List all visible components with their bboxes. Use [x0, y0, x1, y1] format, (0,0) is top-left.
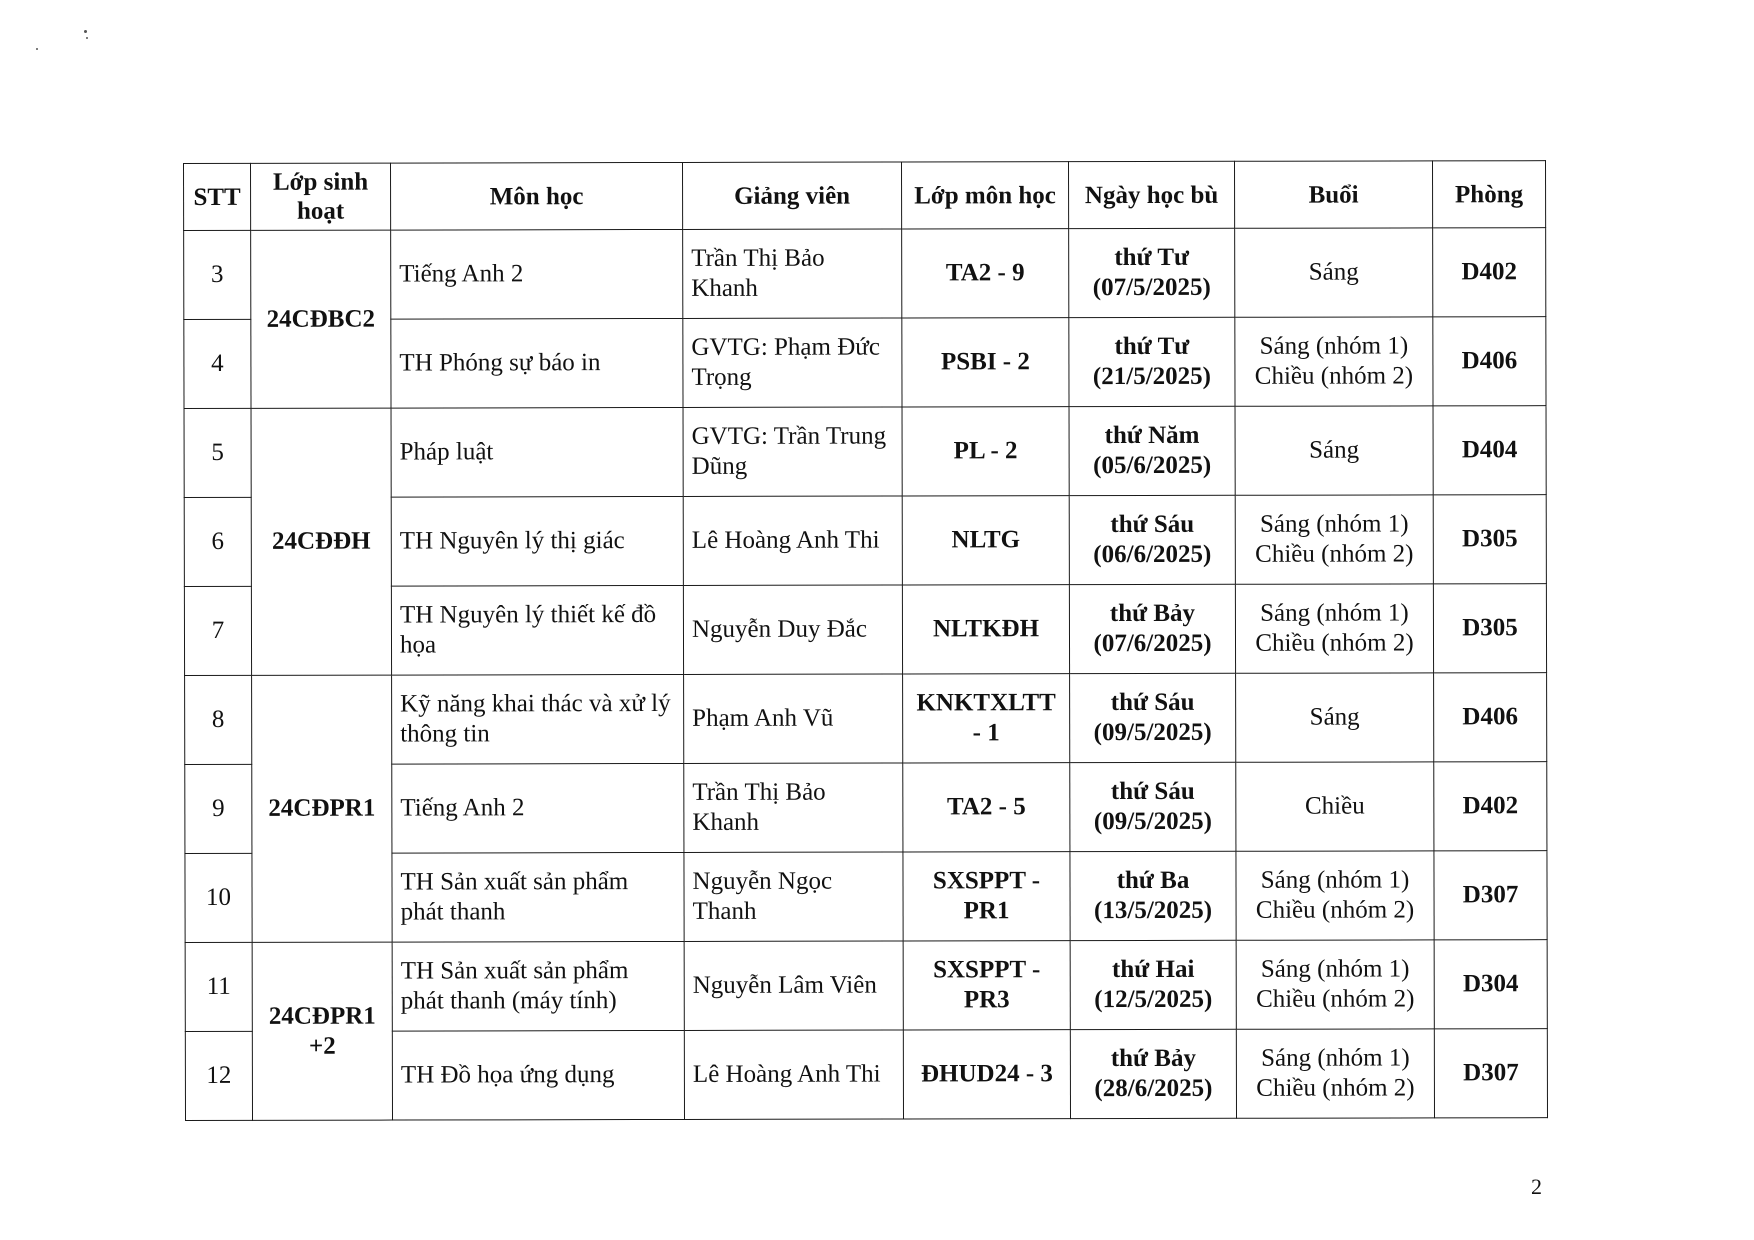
makeup-date: (09/5/2025) [1093, 807, 1212, 836]
session-cell [1236, 851, 1434, 940]
stt-cell: 7 [184, 586, 251, 675]
room-cell: D305 [1433, 495, 1546, 584]
session-line: Chiều (nhóm 2) [1256, 1074, 1415, 1102]
makeup-date: (05/6/2025) [1093, 451, 1212, 480]
makeup-weekday: thứ Bảy [1109, 599, 1196, 628]
page-number: 2 [1531, 1174, 1542, 1199]
course-cell: SXSPPT - PR3 [903, 941, 1070, 1030]
subject-cell: TH Phóng sự báo in [391, 318, 683, 408]
session-line: Sáng [1309, 436, 1360, 464]
makeup-date: (09/5/2025) [1093, 718, 1212, 747]
session-line: Sáng (nhóm 1) [1260, 866, 1410, 894]
stt-cell: 6 [184, 497, 251, 586]
room-cell: D305 [1433, 584, 1546, 673]
makeup-date-cell [1069, 317, 1235, 406]
stt-cell: 3 [184, 230, 251, 319]
session-line: Sáng (nhóm 1) [1259, 332, 1409, 360]
makeup-weekday: thứ Năm [1104, 421, 1200, 450]
header-room: Phòng [1432, 161, 1545, 228]
lecturer-cell: Lê Hoàng Anh Thi [683, 496, 902, 585]
room-cell: D406 [1434, 673, 1547, 762]
table-row [184, 406, 1546, 498]
session-cell [1235, 584, 1433, 673]
session-line: Sáng [1308, 258, 1359, 286]
room-cell: D307 [1434, 1029, 1547, 1118]
session-cell [1235, 228, 1433, 317]
makeup-date: (07/5/2025) [1092, 273, 1211, 302]
course-cell: PSBI - 2 [902, 318, 1069, 407]
makeup-weekday: thứ Tư [1114, 332, 1190, 361]
course-cell: KNKTXLTT - 1 [903, 674, 1070, 763]
session-cell [1236, 762, 1434, 851]
stt-cell: 11 [185, 942, 252, 1031]
session-cell [1236, 1029, 1434, 1118]
subject-cell: Tiếng Anh 2 [392, 763, 684, 853]
lecturer-cell: GVTG: Phạm Đức Trọng [683, 318, 902, 407]
scan-speck [84, 30, 87, 33]
lecturer-cell: Lê Hoàng Anh Thi [684, 1030, 903, 1119]
lecturer-cell: Nguyễn Duy Đắc [683, 585, 902, 674]
lecturer-cell: Trần Thị Bảo Khanh [684, 763, 903, 852]
course-cell: PL - 2 [902, 407, 1069, 496]
class-cell: 24CĐPR1 [252, 675, 393, 942]
makeup-weekday: thứ Sáu [1110, 510, 1195, 539]
header-stt: STT [184, 163, 251, 230]
makeup-schedule-table [183, 160, 1548, 1121]
makeup-date-cell [1070, 851, 1236, 940]
makeup-date-cell [1069, 228, 1235, 317]
makeup-date-cell [1069, 495, 1235, 584]
stt-cell: 10 [185, 853, 252, 942]
course-cell: TA2 - 5 [903, 763, 1070, 852]
makeup-weekday: thứ Sáu [1110, 777, 1195, 806]
lecturer-cell: Trần Thị Bảo Khanh [683, 229, 902, 318]
room-cell: D307 [1434, 851, 1547, 940]
header-class: Lớp sinh hoạt [251, 163, 391, 230]
course-cell: SXSPPT - PR1 [903, 852, 1070, 941]
makeup-date: (13/5/2025) [1094, 896, 1213, 925]
scan-speck [86, 37, 88, 39]
session-cell [1236, 940, 1434, 1029]
stt-cell: 8 [185, 675, 252, 764]
subject-cell: TH Đồ họa ứng dụng [392, 1030, 684, 1120]
makeup-date-cell [1070, 673, 1236, 762]
subject-cell: TH Nguyên lý thị giác [391, 496, 683, 586]
session-line: Sáng (nhóm 1) [1260, 955, 1410, 983]
header-lecturer: Giảng viên [682, 162, 901, 229]
makeup-date: (12/5/2025) [1094, 985, 1213, 1014]
makeup-weekday: thứ Hai [1111, 955, 1195, 984]
session-line: Sáng (nhóm 1) [1260, 599, 1409, 627]
stt-cell: 4 [184, 319, 251, 408]
table-row [184, 228, 1546, 320]
lecturer-cell: Nguyễn Ngọc Thanh [684, 852, 903, 941]
session-line: Chiều (nhóm 2) [1255, 896, 1415, 924]
stt-cell: 12 [185, 1031, 252, 1120]
makeup-weekday: thứ Bảy [1110, 1044, 1196, 1073]
subject-cell: TH Nguyên lý thiết kế đồ họa [391, 585, 683, 675]
session-cell [1235, 406, 1433, 495]
course-cell: NLTKĐH [902, 585, 1069, 674]
course-cell: NLTG [902, 496, 1069, 585]
room-cell: D406 [1433, 317, 1546, 406]
subject-cell: Pháp luật [391, 407, 683, 497]
makeup-weekday: thứ Sáu [1110, 688, 1195, 717]
subject-cell: Tiếng Anh 2 [391, 229, 683, 319]
session-line: Chiều (nhóm 2) [1256, 985, 1415, 1013]
subject-cell: TH Sản xuất sản phẩm phát thanh [392, 852, 684, 942]
session-cell [1235, 495, 1433, 584]
session-line: Chiều (nhóm 2) [1254, 362, 1414, 390]
table-body [184, 228, 1548, 1121]
session-line: Chiều (nhóm 2) [1255, 540, 1414, 568]
scan-speck [36, 48, 38, 50]
table-row [185, 940, 1547, 1032]
session-cell [1235, 317, 1433, 406]
makeup-date-cell [1070, 762, 1236, 851]
class-cell: 24CĐPR1 +2 [252, 942, 392, 1120]
course-cell: TA2 - 9 [902, 229, 1069, 318]
makeup-date: (07/6/2025) [1093, 629, 1212, 658]
header-session: Buổi [1234, 161, 1432, 228]
class-cell: 24CĐĐH [251, 408, 392, 675]
table-header-row [184, 161, 1546, 231]
course-cell: ĐHUD24 - 3 [903, 1030, 1070, 1119]
makeup-date: (06/6/2025) [1093, 540, 1212, 569]
makeup-date-cell [1070, 1029, 1236, 1118]
subject-cell: TH Sản xuất sản phẩm phát thanh (máy tính) [392, 941, 684, 1031]
room-cell: D404 [1433, 406, 1546, 495]
makeup-date: (21/5/2025) [1092, 362, 1211, 391]
makeup-weekday: thứ Ba [1116, 866, 1190, 895]
header-makeup-date: Ngày học bù [1068, 161, 1234, 228]
subject-cell: Kỹ năng khai thác và xử lý thông tin [392, 674, 684, 764]
makeup-date-cell [1070, 940, 1236, 1029]
session-line: Sáng (nhóm 1) [1261, 1044, 1410, 1072]
makeup-date: (28/6/2025) [1094, 1074, 1213, 1103]
room-cell: D402 [1434, 762, 1547, 851]
makeup-weekday: thứ Tư [1114, 243, 1190, 272]
stt-cell: 9 [185, 764, 252, 853]
header-subject: Môn học [391, 162, 683, 230]
room-cell: D402 [1433, 228, 1546, 317]
table-row [185, 673, 1547, 765]
lecturer-cell: GVTG: Trần Trung Dũng [683, 407, 902, 496]
session-cell [1236, 673, 1434, 762]
stt-cell: 5 [184, 408, 251, 497]
session-line: Chiều [1304, 792, 1365, 820]
session-line: Sáng [1309, 703, 1360, 731]
lecturer-cell: Nguyễn Lâm Viên [684, 941, 903, 1030]
makeup-date-cell [1069, 406, 1235, 495]
makeup-date-cell [1069, 584, 1235, 673]
room-cell: D304 [1434, 940, 1547, 1029]
session-line: Sáng (nhóm 1) [1259, 510, 1409, 538]
session-line: Chiều (nhóm 2) [1255, 629, 1414, 657]
header-course: Lớp môn học [901, 162, 1068, 229]
class-cell: 24CĐBC2 [251, 230, 391, 408]
lecturer-cell: Phạm Anh Vũ [684, 674, 903, 763]
